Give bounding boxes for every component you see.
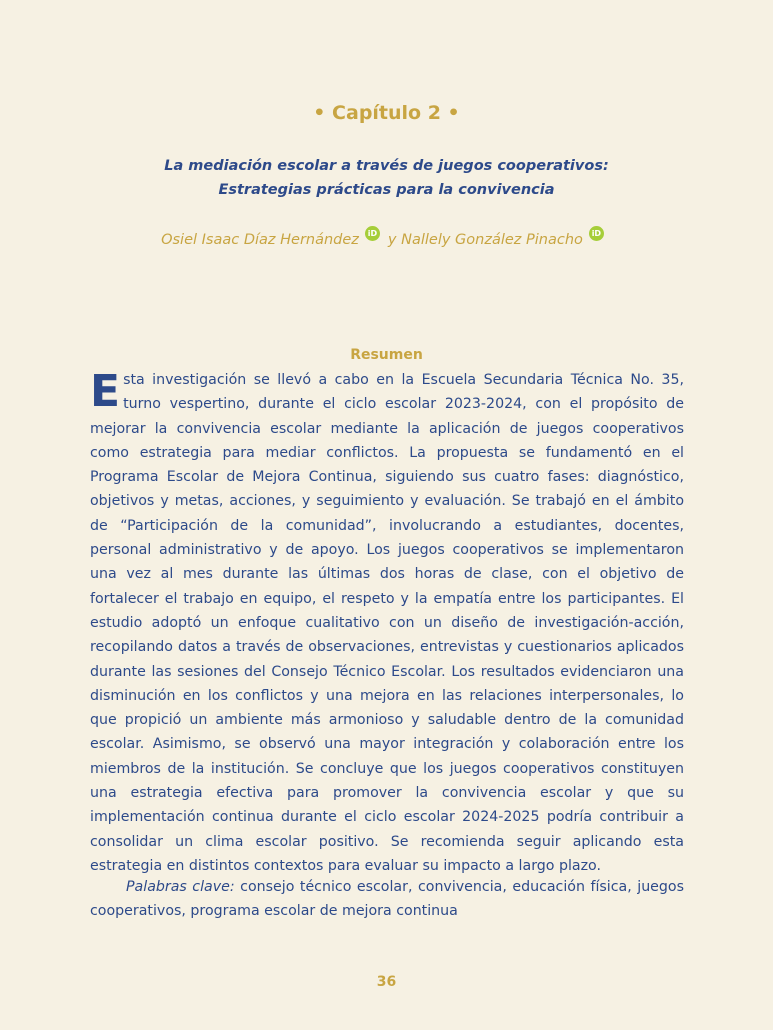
- author-1-name: Osiel Isaac Díaz Hernández: [161, 232, 359, 248]
- abstract-heading: Resumen: [350, 347, 423, 363]
- abstract-paragraph: [90, 368, 684, 878]
- keywords-paragraph: [90, 875, 684, 924]
- chapter-title: [0, 154, 773, 202]
- page-number: 36: [376, 974, 397, 990]
- keywords-label: Palabras clave:: [126, 879, 235, 895]
- drop-cap: E: [90, 366, 121, 417]
- chapter-heading: • Capítulo 2 •: [313, 102, 460, 124]
- keywords-text: consejo técnico escolar, convivencia, educación física, juegos cooperativos, programa escolar de mejora continua: [90, 879, 684, 920]
- chapter-title-line-2: Estrategias prácticas para la convivencia: [218, 182, 555, 198]
- abstract-body: sta investigación se llevó a cabo en la Escuela Secundaria Técnica No. 35, turno vespertino, durante el ciclo escolar 2023-2024, con el propósito de mejorar la convivencia escolar mediante la aplicación de juegos cooperativos como estrategia para mediar conflictos. La propuesta se fundamentó en el Programa Escolar de Mejora Continua, siguiendo sus cuatro fases: diagnóstico, objetivos y metas, acciones, y seguimiento y evaluación. Se trabajó en el ámbito de “Participación de la comunidad”, involucrando a estudiantes, docentes, personal administrativo y de apoyo. Los juegos cooperativos se implementaron una vez al mes durante las últimas dos horas de clase, con el objetivo de fortalecer el trabajo en equipo, el respeto y la empatía entre los participantes. El estudio adoptó un enfoque cualitativo con un diseño de investigación-acción, recopilando datos a través de observaciones, entrevistas y cuestionarios aplicados durante las sesiones del Consejo Técnico Escolar. Los resultados evidenciaron una disminución en los conflictos y una mejora en las relaciones interpersonales, lo que propició un ambiente más armonioso y saludable dentro de la comunidad escolar. Asimismo, se observó una mayor integración y colaboración entre los miembros de la institución. Se concluye que los juegos cooperativos constituyen una estrategia efectiva para promover la convivencia escolar y que su implementación continua durante el ciclo escolar 2024-2025 podría contribuir a consolidar un clima escolar positivo. Se recomienda seguir aplicando esta estrategia en distintos contextos para evaluar su impacto a largo plazo.: [90, 372, 684, 874]
- chapter-title-line-1: La mediación escolar a través de juegos cooperativos:: [164, 158, 609, 174]
- authors-line: [0, 226, 773, 250]
- orcid-icon[interactable]: iD: [589, 226, 604, 241]
- author-2-name: y Nallely González Pinacho: [387, 232, 583, 248]
- orcid-icon[interactable]: iD: [365, 226, 380, 241]
